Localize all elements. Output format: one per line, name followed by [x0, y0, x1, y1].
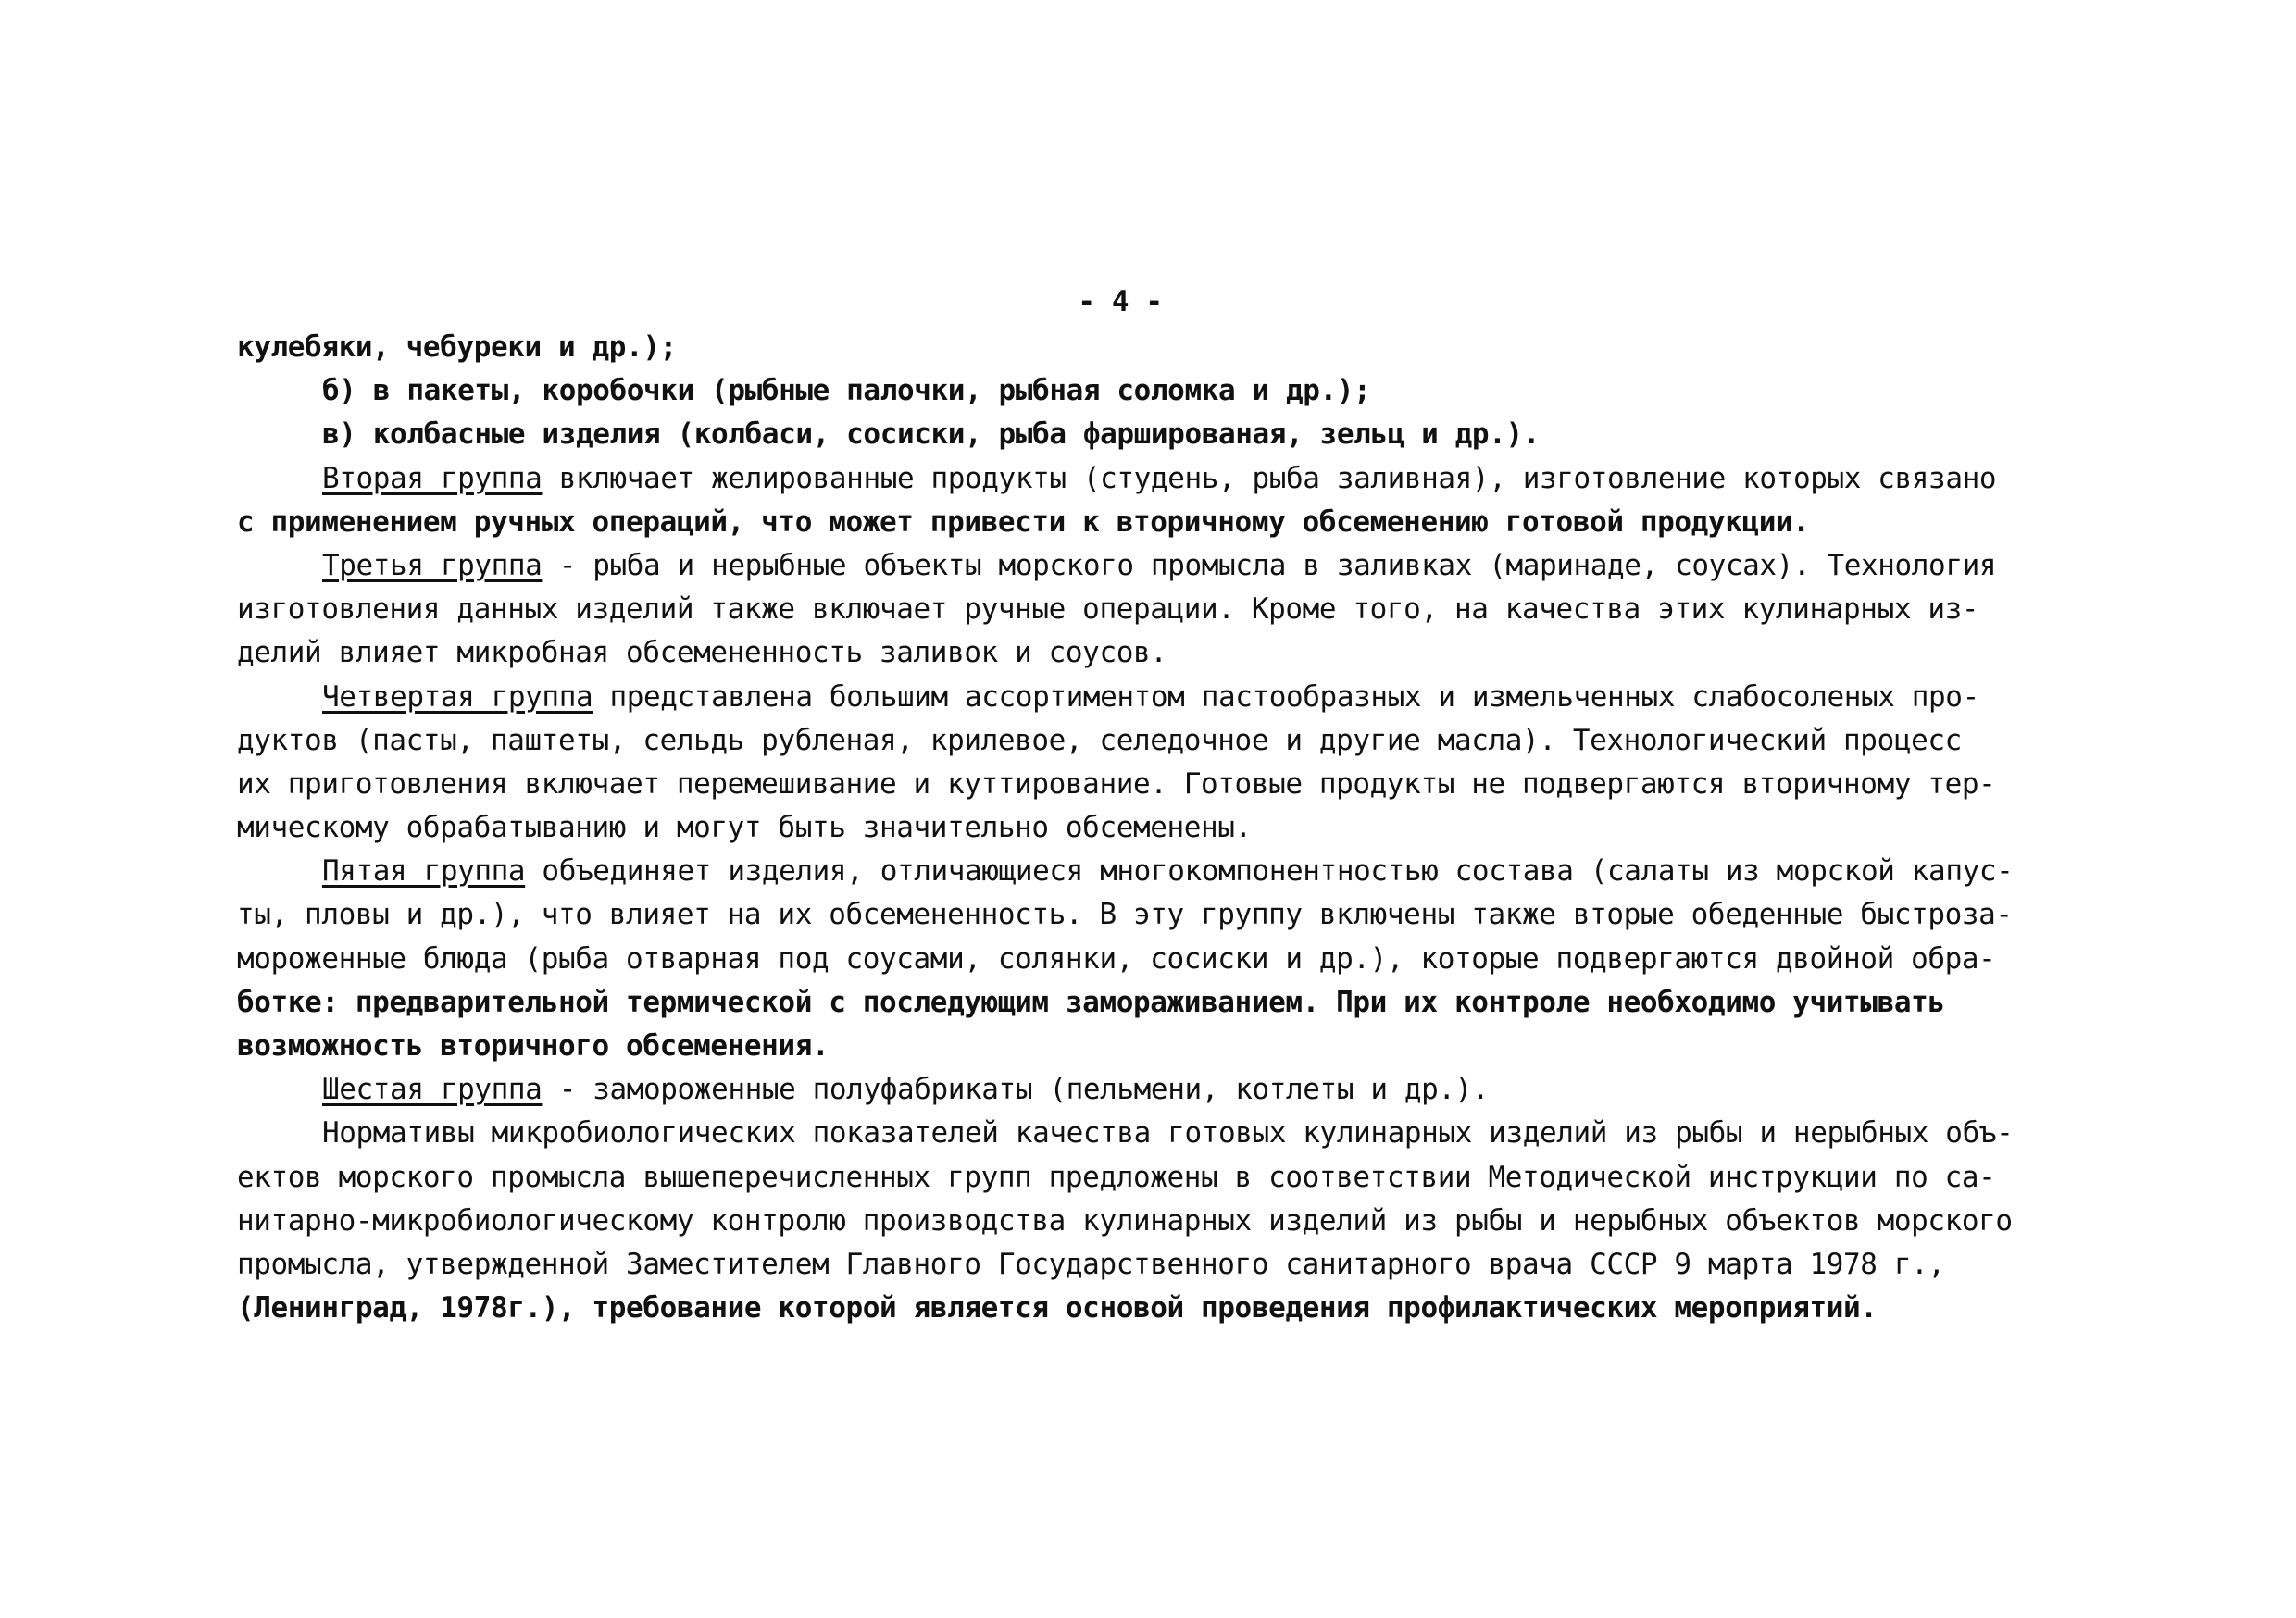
group-3-text: - рыба и нерыбные объекты морского промысла в заливках (маринаде, соусах). Технология: [542, 548, 1997, 582]
paragraph-group-5-start: [237, 850, 2100, 893]
text-line-12: мическому обрабатыванию и могут быть значительно обсеменены.: [237, 811, 1252, 845]
group-4-text: представлена большим ассортиментом пастообразных и измельченных слабосоленых про-: [593, 679, 1979, 714]
group-5-text: объединяет изделия, отличающиеся многокомпонентностью состава (салаты из морской капус-: [525, 854, 2014, 889]
group-4-heading: Четвертая группа: [322, 679, 593, 714]
text-line-15: мороженные блюда (рыба отварная под соусами, солянки, сосиски и др.), которые подвергаются двойной обра-: [237, 941, 1996, 976]
list-item-b: б) в пакеты, коробочки (рыбные палочки, рыбная соломка и др.);: [322, 374, 1371, 408]
group-3-heading: Третья группа: [322, 548, 543, 582]
paragraph-group-6-start: [237, 1068, 2100, 1112]
body-text: [237, 326, 2100, 1330]
text-line-5: с применением ручных операций, что может привести к вторичному обсеменению готовой продукции.: [237, 504, 1810, 539]
group-5-heading: Пятая группа: [322, 854, 526, 889]
group-2-text: включает желированные продукты (студень, рыба заливная), изготовление которых связано: [542, 461, 1997, 495]
text-line-21: нитарно-микробиологическому контролю производства кулинарных изделий из рыбы и нерыбных объектов морского: [237, 1203, 2013, 1238]
text-line-8: делий влияет микробная обсемененность заливок и соусов.: [237, 636, 1167, 670]
text-line-10: дуктов (пасты, паштеты, сельдь рубленая, крилевое, селедочное и другие масла). Технологический процесс: [237, 723, 1962, 757]
text-line-20: ектов морского промысла вышеперечисленных групп предложены в соответствии Методической инструкции по са-: [237, 1160, 1996, 1194]
text-line-7: изготовления данных изделий также включает ручные операции. Кроме того, на качества этих кулинарных из-: [237, 592, 1979, 627]
group-6-text: - замороженные полуфабрикаты (пельмени, котлеты и др.).: [542, 1073, 1490, 1107]
paragraph-group-4-start: [237, 676, 2100, 719]
group-2-heading: Вторая группа: [322, 461, 543, 495]
list-item-v: в) колбасные изделия (колбаси, сосиски, рыба фаршированая, зельц и др.).: [322, 417, 1540, 452]
text-line-1: кулебяки, чебуреки и др.);: [237, 330, 677, 364]
page-number: - 4 -: [1078, 285, 1163, 318]
text-line-11: их приготовления включает перемешивание и куттирование. Готовые продукты не подвергаются вторичному тер-: [237, 766, 1996, 801]
group-6-heading: Шестая группа: [322, 1073, 543, 1107]
text-line-17: возможность вторичного обсеменения.: [237, 1029, 830, 1063]
text-line-16: ботке: предварительной термической с последующим замораживанием. При их контроле необходимо учитывать: [237, 985, 1945, 1019]
text-line-23: (Ленинград, 1978г.), требование которой является основой проведения профилактических мероприятий.: [237, 1291, 1878, 1326]
paragraph-group-3-start: [237, 544, 2100, 588]
text-line-14: ты, пловы и др.), что влияет на их обсемененность. В эту группу включены также вторые обеденные быстроза-: [237, 898, 2013, 932]
paragraph-group-2-start: [237, 457, 2100, 501]
text-line-19: Нормативы микробиологических показателей качества готовых кулинарных изделий из рыбы и нерыбных объ-: [322, 1116, 2014, 1151]
text-line-22: промысла, утвержденной Заместителем Главного Государственного санитарного врача СССР 9 марта 1978 г.,: [237, 1247, 1945, 1281]
